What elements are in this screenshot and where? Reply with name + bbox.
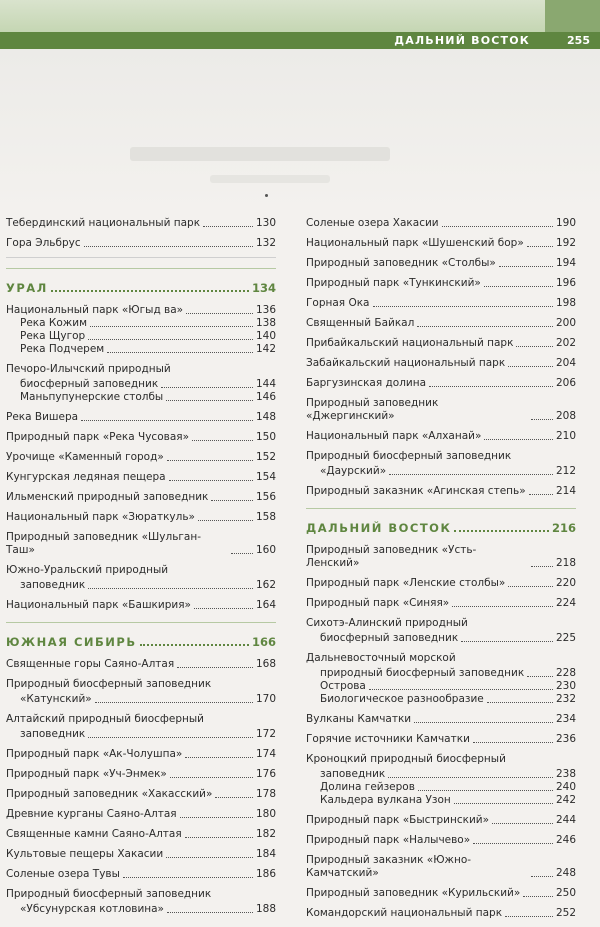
toc-entry-title: биосферный заповедник — [320, 632, 459, 644]
toc-page-number: 140 — [255, 330, 276, 342]
toc-entry-title: Древние курганы Саяно-Алтая — [6, 808, 177, 820]
toc-sub-entry[interactable] — [6, 378, 276, 391]
toc-entry-title: Национальный парк «Шушенский бор» — [306, 237, 524, 249]
toc-entry[interactable] — [306, 430, 576, 443]
toc-page-number: 200 — [555, 317, 576, 329]
dot-leader — [429, 386, 553, 387]
top-color-band — [0, 0, 600, 32]
toc-entry-title: Национальный парк «Алханай» — [306, 430, 482, 442]
toc-entry[interactable] — [306, 544, 576, 570]
toc-sub-entry[interactable] — [6, 343, 276, 356]
toc-entry[interactable] — [6, 868, 276, 881]
dot-leader — [186, 313, 253, 314]
toc-page-number: 188 — [255, 903, 276, 915]
toc-entry-title: Природный заповедник «Хакасский» — [6, 788, 213, 800]
toc-entry-title: Вулканы Камчатки — [306, 713, 412, 725]
dot-leader — [508, 586, 553, 587]
toc-entry-title: Горная Ока — [306, 297, 370, 309]
toc-entry[interactable] — [306, 753, 576, 766]
dot-leader — [487, 702, 553, 703]
dot-leader — [454, 530, 549, 532]
dot-leader — [88, 588, 253, 589]
toc-page-number: 170 — [255, 693, 276, 705]
toc-page-number: 132 — [255, 237, 276, 249]
toc-page-number: 156 — [255, 491, 276, 503]
toc-entry-title: Тебердинский национальный парк — [6, 217, 201, 229]
top-band-light — [0, 0, 545, 32]
toc-entry-title: Река Подчерем — [20, 343, 105, 355]
toc-page-number: 130 — [255, 217, 276, 229]
toc-page-number: 238 — [555, 768, 576, 780]
page-number: 255 — [567, 34, 590, 47]
toc-entry-title: Река Щугор — [20, 330, 86, 342]
dot-leader — [484, 439, 553, 440]
dot-leader — [167, 912, 253, 913]
toc-entry-title: Сихотэ-Алинский природный — [306, 617, 468, 629]
toc-sub-entry[interactable] — [6, 903, 276, 916]
toc-page-number: 224 — [555, 597, 576, 609]
section-divider — [306, 508, 576, 509]
toc-entry[interactable] — [6, 748, 276, 761]
toc-page-number: 152 — [255, 451, 276, 463]
toc-entry[interactable] — [306, 297, 576, 310]
toc-entry-title: Река Кожим — [20, 317, 87, 329]
toc-entry-title: Соленые озера Тувы — [6, 868, 120, 880]
toc-page-number: 250 — [555, 887, 576, 899]
dot-leader — [198, 520, 253, 521]
toc-entry-title: заповедник — [20, 728, 86, 740]
toc-page-number: 154 — [255, 471, 276, 483]
dot-leader — [166, 857, 253, 858]
toc-entry-title: природный биосферный заповедник — [320, 667, 525, 679]
toc-page-number: 244 — [555, 814, 576, 826]
toc-page-number: 204 — [555, 357, 576, 369]
toc-page-number: 160 — [255, 544, 276, 556]
toc-page-number: 212 — [555, 465, 576, 477]
dot-leader — [192, 440, 253, 441]
toc-page-number: 192 — [555, 237, 576, 249]
dot-leader — [81, 420, 253, 421]
toc-sub-entry[interactable] — [6, 728, 276, 741]
toc-entry-title: Природный заповедник «Усть-Ленский» — [306, 544, 477, 569]
dot-leader — [369, 689, 553, 690]
toc-page-number: 220 — [555, 577, 576, 589]
toc-sub-entry[interactable] — [306, 768, 576, 781]
toc-page-number: 150 — [255, 431, 276, 443]
toc-entry-title: ДАЛЬНИЙ ВОСТОК — [306, 521, 452, 535]
toc-entry[interactable] — [306, 617, 576, 630]
toc-page-number: 225 — [555, 632, 576, 644]
toc-column-right — [306, 217, 576, 927]
toc-page-number: 148 — [255, 411, 276, 423]
bullet-dot — [265, 194, 268, 197]
toc-entry-title: Соленые озера Хакасии — [306, 217, 439, 229]
toc-entry-title: ЮЖНАЯ СИБИРЬ — [6, 635, 137, 649]
toc-page-number: 246 — [555, 834, 576, 846]
toc-page-number: 186 — [255, 868, 276, 880]
dot-leader — [231, 553, 253, 554]
toc-entry-title: Маньпупунерские столбы — [20, 391, 164, 403]
toc-entry-title: Река Вишера — [6, 411, 79, 423]
toc-entry-title: Кроноцкий природный биосферный — [306, 753, 506, 765]
toc-entry[interactable] — [306, 257, 576, 270]
divider — [6, 257, 276, 258]
toc-entry[interactable] — [306, 733, 576, 746]
dot-leader — [473, 742, 553, 743]
toc-entry-title: Природный парк «Ленские столбы» — [306, 577, 506, 589]
dot-leader — [484, 286, 553, 287]
toc-entry[interactable] — [6, 828, 276, 841]
dot-leader — [454, 803, 553, 804]
toc-entry-title: УРАЛ — [6, 281, 48, 295]
toc-entry[interactable] — [6, 788, 276, 801]
toc-page-number: 136 — [255, 304, 276, 316]
toc-entry-title: Священный Байкал — [306, 317, 415, 329]
dot-leader — [417, 326, 553, 327]
dot-leader — [473, 843, 553, 844]
toc-entry[interactable] — [306, 450, 576, 463]
dot-leader — [180, 817, 253, 818]
toc-entry-title: Природный заповедник «Курильский» — [306, 887, 521, 899]
toc-page-number: 248 — [555, 867, 576, 879]
toc-entry-title: Национальный парк «Югыд ва» — [6, 304, 184, 316]
toc-page-number: 230 — [555, 680, 576, 692]
toc-entry-title: Кальдера вулкана Узон — [320, 794, 451, 806]
dot-leader — [215, 797, 253, 798]
running-header-title: ДАЛЬНИЙ ВОСТОК — [394, 34, 530, 47]
toc-entry[interactable] — [306, 713, 576, 726]
toc-entry[interactable] — [6, 768, 276, 781]
toc-page-number: 206 — [555, 377, 576, 389]
dot-leader — [88, 737, 253, 738]
toc-entry-title: Природный заказник «Южно-Камчатский» — [306, 854, 472, 879]
toc-page-number: 158 — [255, 511, 276, 523]
toc-entry[interactable] — [306, 834, 576, 847]
toc-sub-entry[interactable] — [306, 632, 576, 645]
toc-entry-title: Урочище «Каменный город» — [6, 451, 164, 463]
section-divider — [6, 268, 276, 269]
dot-leader — [140, 644, 249, 646]
toc-entry-title: Командорский национальный парк — [306, 907, 503, 919]
toc-entry[interactable] — [6, 713, 276, 726]
toc-entry-title: Природный биосферный заповедник — [6, 888, 212, 900]
toc-entry-title: Баргузинская долина — [306, 377, 427, 389]
toc-sub-entry[interactable] — [306, 693, 576, 706]
toc-entry[interactable] — [306, 337, 576, 350]
toc-page-number: 134 — [251, 281, 276, 295]
toc-entry-title: Кунгурская ледяная пещера — [6, 471, 166, 483]
toc-entry[interactable] — [306, 577, 576, 590]
toc-page-number: 234 — [555, 713, 576, 725]
toc-entry-title: «Катунский» — [20, 693, 92, 705]
toc-entry[interactable] — [6, 217, 276, 230]
toc-entry[interactable] — [306, 854, 576, 880]
toc-entry[interactable] — [306, 277, 576, 290]
toc-page-number: 218 — [555, 557, 576, 569]
dot-leader — [185, 757, 253, 758]
toc-sub-entry[interactable] — [6, 330, 276, 343]
toc-sub-entry[interactable] — [6, 391, 276, 404]
toc-page-number: 142 — [255, 343, 276, 355]
toc-entry[interactable] — [306, 652, 576, 665]
show-through-text — [130, 147, 390, 161]
toc-page-number: 214 — [555, 485, 576, 497]
toc-entry[interactable] — [6, 451, 276, 464]
toc-entry[interactable] — [6, 237, 276, 250]
toc-page-number: 210 — [555, 430, 576, 442]
dot-leader — [123, 877, 253, 878]
toc-entry-title: Природный парк «Река Чусовая» — [6, 431, 189, 443]
toc-sub-entry[interactable] — [306, 465, 576, 478]
toc-entry[interactable] — [6, 304, 276, 317]
toc-entry-title: Природный парк «Налычево» — [306, 834, 471, 846]
toc-entry-title: Природный парк «Тункинский» — [306, 277, 481, 289]
toc-page-number: 242 — [555, 794, 576, 806]
dot-leader — [505, 916, 553, 917]
show-through-text — [210, 175, 330, 183]
toc-entry-title: заповедник — [20, 579, 86, 591]
toc-entry-title: Культовые пещеры Хакасии — [6, 848, 164, 860]
toc-entry[interactable] — [6, 471, 276, 484]
toc-entry-title: заповедник — [320, 768, 386, 780]
toc-entry-title: Природный парк «Ак-Чолушпа» — [6, 748, 183, 760]
toc-section-heading[interactable] — [6, 636, 276, 649]
toc-page-number: 184 — [255, 848, 276, 860]
toc-entry[interactable] — [6, 599, 276, 612]
dot-leader — [516, 346, 553, 347]
toc-entry-title: Национальный парк «Башкирия» — [6, 599, 191, 611]
toc-sub-entry[interactable] — [6, 693, 276, 706]
dot-leader — [508, 366, 553, 367]
toc-page-number: 232 — [555, 693, 576, 705]
dot-leader — [84, 246, 253, 247]
toc-page-number: 174 — [255, 748, 276, 760]
dot-leader — [166, 400, 253, 401]
top-band-dark — [545, 0, 600, 32]
toc-entry[interactable] — [6, 564, 276, 577]
toc-page-number: 240 — [555, 781, 576, 793]
toc-entry[interactable] — [6, 848, 276, 861]
toc-page-number: 144 — [255, 378, 276, 390]
toc-entry[interactable] — [306, 237, 576, 250]
dot-leader — [492, 823, 553, 824]
toc-entry-title: «Даурский» — [320, 465, 387, 477]
toc-entry[interactable] — [306, 485, 576, 498]
toc-entry-title: Долина гейзеров — [320, 781, 415, 793]
toc-sub-entry[interactable] — [306, 680, 576, 693]
toc-entry[interactable] — [6, 888, 276, 901]
toc-entry-title: Алтайский природный биосферный — [6, 713, 204, 725]
dot-leader — [203, 226, 253, 227]
toc-page-number: 190 — [555, 217, 576, 229]
dot-leader — [452, 606, 553, 607]
dot-leader — [170, 777, 253, 778]
toc-entry-title: Природный заповедник «Шульган-Таш» — [6, 531, 202, 556]
dot-leader — [161, 387, 253, 388]
toc-entry[interactable] — [306, 217, 576, 230]
toc-entry[interactable] — [306, 907, 576, 920]
toc-entry-title: Южно-Уральский природный — [6, 564, 169, 576]
dot-leader — [499, 266, 553, 267]
toc-page-number: 138 — [255, 317, 276, 329]
toc-entry[interactable] — [306, 397, 576, 423]
toc-page-number: 180 — [255, 808, 276, 820]
toc-entry-title: Природный биосферный заповедник — [306, 450, 512, 462]
toc-page-number: 198 — [555, 297, 576, 309]
toc-entry[interactable] — [306, 814, 576, 827]
dot-leader — [373, 306, 553, 307]
toc-entry-title: Природный заказник «Агинская степь» — [306, 485, 526, 497]
toc-entry-title: Дальневосточный морской — [306, 652, 456, 664]
toc-entry-title: Ильменский природный заповедник — [6, 491, 209, 503]
toc-page-number: 194 — [555, 257, 576, 269]
dot-leader — [531, 566, 553, 567]
dot-leader — [177, 667, 253, 668]
toc-entry[interactable] — [6, 511, 276, 524]
toc-entry-title: Национальный парк «Зюраткуль» — [6, 511, 195, 523]
toc-page-number: 146 — [255, 391, 276, 403]
toc-sub-entry[interactable] — [6, 579, 276, 592]
toc-entry[interactable] — [6, 363, 276, 376]
toc-entry-title: Природный биосферный заповедник — [6, 678, 212, 690]
toc-entry[interactable] — [306, 357, 576, 370]
section-divider — [6, 622, 276, 623]
toc-entry-title: Забайкальский национальный парк — [306, 357, 506, 369]
toc-sub-entry[interactable] — [6, 317, 276, 330]
toc-entry[interactable] — [306, 887, 576, 900]
dot-leader — [185, 837, 253, 838]
toc-entry-title: Острова — [320, 680, 366, 692]
toc-entry[interactable] — [6, 678, 276, 691]
toc-entry[interactable] — [6, 531, 276, 557]
faded-show-through-area — [0, 49, 600, 209]
toc-page-number: 236 — [555, 733, 576, 745]
toc-column-left — [6, 217, 276, 923]
dot-leader — [418, 790, 553, 791]
toc-entry[interactable] — [6, 658, 276, 671]
toc-entry-title: Горячие источники Камчатки — [306, 733, 470, 745]
toc-page-number: 202 — [555, 337, 576, 349]
toc-page-number: 164 — [255, 599, 276, 611]
toc-page-number: 228 — [555, 667, 576, 679]
dot-leader — [461, 641, 553, 642]
toc-page-number: 176 — [255, 768, 276, 780]
dot-leader — [414, 722, 553, 723]
toc-entry-title: Священные горы Саяно-Алтая — [6, 658, 175, 670]
toc-entry-title: Природный парк «Быстринский» — [306, 814, 490, 826]
dot-leader — [527, 676, 553, 677]
toc-sub-entry[interactable] — [306, 781, 576, 794]
dot-leader — [95, 702, 253, 703]
dot-leader — [194, 608, 253, 609]
toc-sub-entry[interactable] — [306, 794, 576, 807]
toc-entry-title: биосферный заповедник — [20, 378, 159, 390]
toc-section-heading[interactable] — [306, 522, 576, 535]
toc-entry[interactable] — [6, 808, 276, 821]
dot-leader — [527, 246, 553, 247]
dot-leader — [169, 480, 253, 481]
toc-entry[interactable] — [6, 411, 276, 424]
toc-page-number: 178 — [255, 788, 276, 800]
dot-leader — [90, 326, 253, 327]
dot-leader — [389, 474, 553, 475]
toc-page-number: 162 — [255, 579, 276, 591]
toc-entry[interactable] — [306, 597, 576, 610]
toc-entry[interactable] — [6, 431, 276, 444]
toc-entry-title: Природный парк «Уч-Энмек» — [6, 768, 167, 780]
toc-page-number: 252 — [555, 907, 576, 919]
toc-page-number: 182 — [255, 828, 276, 840]
dot-leader — [107, 352, 253, 353]
toc-entry[interactable] — [306, 317, 576, 330]
toc-page-number: 172 — [255, 728, 276, 740]
toc-page-number: 196 — [555, 277, 576, 289]
dot-leader — [211, 500, 253, 501]
toc-page-number: 216 — [551, 521, 576, 535]
toc-entry-title: «Убсунурская котловина» — [20, 903, 164, 915]
toc-entry-title: Природный парк «Синяя» — [306, 597, 450, 609]
toc-page-number: 166 — [251, 635, 276, 649]
toc-entry-title: Прибайкальский национальный парк — [306, 337, 514, 349]
dot-leader — [523, 896, 553, 897]
dot-leader — [167, 460, 253, 461]
dot-leader — [531, 876, 553, 877]
dot-leader — [529, 494, 553, 495]
toc-entry-title: Гора Эльбрус — [6, 237, 81, 249]
toc-page-number: 208 — [555, 410, 576, 422]
toc-entry-title: Печоро-Илычский природный — [6, 363, 171, 375]
toc-entry-title: Природный заповедник «Столбы» — [306, 257, 496, 269]
dot-leader — [88, 339, 253, 340]
dot-leader — [442, 226, 553, 227]
toc-entry-title: Биологическое разнообразие — [320, 693, 484, 705]
toc-entry[interactable] — [306, 377, 576, 390]
toc-section-heading[interactable] — [6, 282, 276, 295]
toc-entry-title: Природный заповедник «Джергинский» — [306, 397, 439, 422]
toc-entry[interactable] — [6, 491, 276, 504]
dot-leader — [531, 419, 553, 420]
toc-sub-entry[interactable] — [306, 667, 576, 680]
toc-page-number: 168 — [255, 658, 276, 670]
dot-leader — [388, 777, 553, 778]
dot-leader — [51, 290, 249, 292]
toc-entry-title: Священные камни Саяно-Алтая — [6, 828, 182, 840]
